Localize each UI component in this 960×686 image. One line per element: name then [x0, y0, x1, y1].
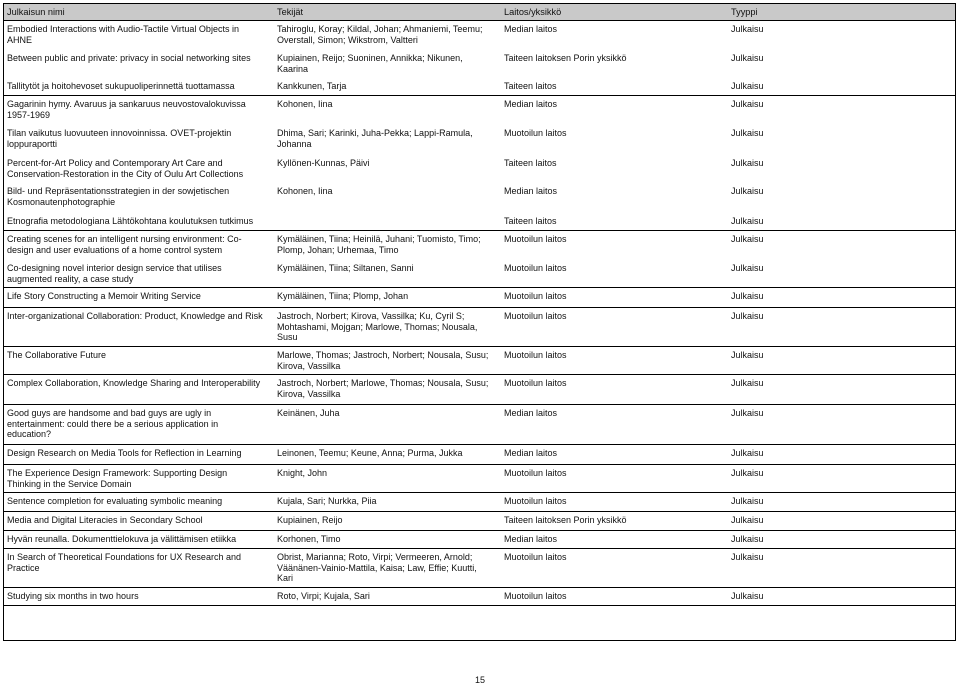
row-authors-line: Jastroch, Norbert; Kirova, Vassilka; Ku, Cyril S;	[277, 311, 465, 321]
row-type: Julkaisu	[731, 263, 764, 273]
row-title-line: AHNE	[7, 34, 33, 45]
row-divider	[4, 530, 955, 531]
row-title-line: Creating scenes for an intelligent nursing environment: Co-	[7, 234, 242, 244]
row-type: Julkaisu	[731, 81, 764, 91]
row-divider	[4, 511, 955, 512]
row-type: Julkaisu	[731, 408, 764, 418]
row-divider	[4, 444, 955, 445]
row-title-line: Inter-organizational Collaboration: Product, Knowledge and Risk	[7, 311, 263, 321]
row-divider	[4, 374, 955, 375]
row-title-line: Hyvän reunalla. Dokumenttielokuva ja välittämisen etiikka	[7, 534, 237, 544]
row-title-line: education?	[7, 429, 52, 439]
header-authors: Tekijät	[277, 7, 304, 17]
row-type: Julkaisu	[731, 515, 764, 525]
row-divider	[4, 404, 955, 405]
row-title-line: augmented reality, a case study	[7, 273, 134, 284]
row-authors-line: Kyllönen-Kunnas, Päivi	[277, 158, 370, 168]
row-authors-line: Plomp, Johan; Urhemaa, Timo	[277, 244, 399, 255]
row-authors-line: Johanna	[277, 138, 312, 149]
row-dept-line: Muotoilun laitos	[504, 496, 567, 506]
row-title-line: Co-designing novel interior design service that utilises	[7, 263, 222, 273]
row-type: Julkaisu	[731, 216, 764, 226]
row-authors-line: Roto, Virpi; Kujala, Sari	[277, 591, 370, 601]
page-number: 15	[474, 675, 485, 685]
row-type: Julkaisu	[731, 350, 764, 360]
row-dept-line: Taiteen laitoksen Porin yksikkö	[504, 515, 627, 525]
row-authors-line: Overstall, Simon; Wikstrom, Valtteri	[277, 34, 418, 45]
row-dept-line: Taiteen laitos	[504, 216, 557, 226]
row-dept-line: Muotoilun laitos	[504, 591, 567, 601]
row-title-line: Embodied Interactions with Audio-Tactile Virtual Objects in	[7, 24, 239, 34]
row-type: Julkaisu	[731, 99, 764, 109]
row-dept-line: Taiteen laitoksen Porin yksikkö	[504, 53, 627, 63]
row-authors-line: Tahiroglu, Koray; Kildal, Johan; Ahmaniemi, Teemu;	[277, 24, 483, 34]
row-title-line: Tallitytöt ja hoitohevoset sukupuoliperinnettä tuottamassa	[7, 81, 235, 91]
row-title-line: Conservation-Restoration in the City of Oulu Art Collections	[7, 168, 244, 179]
row-title-line: Life Story Constructing a Memoir Writing Service	[7, 291, 201, 301]
row-type: Julkaisu	[731, 24, 764, 34]
row-type: Julkaisu	[731, 311, 764, 321]
row-dept-line: Median laitos	[504, 408, 558, 418]
row-title-line: entertainment: could there be a serious application in	[7, 418, 219, 429]
row-authors-line: Korhonen, Timo	[277, 534, 341, 544]
row-dept-line: Median laitos	[504, 99, 558, 109]
row-divider	[4, 605, 955, 606]
header-title: Julkaisun nimi	[7, 7, 65, 17]
row-title-line: Bild- und Repräsentationsstrategien in der sowjetischen	[7, 186, 230, 196]
row-title-line: Between public and private: privacy in social networking sites	[7, 53, 251, 63]
row-title-line: loppuraportti	[7, 138, 58, 149]
header-dept: Laitos/yksikkö	[504, 7, 562, 17]
row-type: Julkaisu	[731, 591, 764, 601]
row-dept-line: Muotoilun laitos	[504, 263, 567, 273]
row-authors-line: Obrist, Marianna; Roto, Virpi; Vermeeren, Arnold;	[277, 552, 473, 562]
row-title-line: Sentence completion for evaluating symbolic meaning	[7, 496, 223, 506]
row-dept-line: Taiteen laitos	[504, 81, 557, 91]
row-divider	[4, 287, 955, 288]
row-authors-line: Kupiainen, Reijo; Suoninen, Annikka; Nikunen,	[277, 53, 463, 63]
row-authors-line: Susu	[277, 332, 298, 342]
row-type: Julkaisu	[731, 534, 764, 544]
row-title-line: 1957-1969	[7, 109, 51, 120]
row-authors-line: Kohonen, Iina	[277, 99, 333, 109]
row-title-line: Thinking in the Service Domain	[7, 478, 132, 489]
row-authors-line: Keinänen, Juha	[277, 408, 340, 418]
row-title-line: design and user evaluations of a home control system	[7, 244, 223, 255]
row-authors-line: Kymäläinen, Tiina; Plomp, Johan	[277, 291, 409, 301]
row-title-line: In Search of Theoretical Foundations for UX Research and	[7, 552, 241, 562]
row-authors-line: Kaarina	[277, 63, 309, 74]
header-type: Tyyppi	[731, 7, 758, 17]
row-dept-line: Muotoilun laitos	[504, 378, 567, 388]
row-title-line: Complex Collaboration, Knowledge Sharing and Interoperability	[7, 378, 261, 388]
row-title-line: Kosmonautenphotographie	[7, 196, 116, 207]
row-title-line: Tilan vaikutus luovuuteen innovoinnissa. OVET-projektin	[7, 128, 232, 138]
row-title-line: Good guys are handsome and bad guys are ugly in	[7, 408, 212, 418]
row-title-line: Studying six months in two hours	[7, 591, 139, 601]
row-authors-line: Dhima, Sari; Karinki, Juha-Pekka; Lappi-Ramula,	[277, 128, 473, 138]
row-dept-line: Muotoilun laitos	[504, 350, 567, 360]
row-type: Julkaisu	[731, 468, 764, 478]
row-title-line: The Collaborative Future	[7, 350, 107, 360]
row-authors-line: Kari	[277, 573, 294, 583]
row-title-line: Practice	[7, 562, 40, 573]
row-authors-line: Kohonen, Iina	[277, 186, 333, 196]
row-type: Julkaisu	[731, 448, 764, 458]
row-title-line: Media and Digital Literacies in Secondary School	[7, 515, 203, 525]
row-authors-line: Kymäläinen, Tiina; Siltanen, Sanni	[277, 263, 414, 273]
row-divider	[4, 464, 955, 465]
row-divider	[4, 346, 955, 347]
row-divider	[4, 230, 955, 231]
row-type: Julkaisu	[731, 186, 764, 196]
row-title-line: Gagarinin hymy. Avaruus ja sankaruus neuvostovalokuvissa	[7, 99, 246, 109]
row-dept-line: Median laitos	[504, 448, 558, 458]
row-type: Julkaisu	[731, 158, 764, 168]
row-divider	[4, 95, 955, 96]
row-dept-line: Muotoilun laitos	[504, 291, 567, 301]
row-dept-line: Taiteen laitos	[504, 158, 557, 168]
row-dept-line: Median laitos	[504, 24, 558, 34]
row-type: Julkaisu	[731, 552, 764, 562]
row-dept-line: Muotoilun laitos	[504, 468, 567, 478]
row-authors-line: Kirova, Vassilka	[277, 388, 341, 399]
row-divider	[4, 587, 955, 588]
row-type: Julkaisu	[731, 234, 764, 244]
row-authors-line: Leinonen, Teemu; Keune, Anna; Purma, Jukka	[277, 448, 463, 458]
row-type: Julkaisu	[731, 496, 764, 506]
row-divider	[4, 307, 955, 308]
publications-table	[3, 3, 956, 641]
row-dept-line: Median laitos	[504, 186, 558, 196]
row-dept-line: Muotoilun laitos	[504, 552, 567, 562]
row-authors-line: Kankkunen, Tarja	[277, 81, 347, 91]
row-authors-line: Kupiainen, Reijo	[277, 515, 343, 525]
row-authors-line: Knight, John	[277, 468, 328, 478]
row-authors-line: Väänänen-Vainio-Mattila, Kaisa; Law, Effie; Kuutti,	[277, 562, 477, 573]
row-dept-line: Median laitos	[504, 534, 558, 544]
row-authors-line: Kymäläinen, Tiina; Heinilä, Juhani; Tuomisto, Timo;	[277, 234, 481, 244]
row-title-line: Etnografia metodologiana Lähtökohtana koulutuksen tutkimus	[7, 216, 254, 226]
row-authors-line: Jastroch, Norbert; Marlowe, Thomas; Nousala, Susu;	[277, 378, 489, 388]
row-authors-line: Marlowe, Thomas; Jastroch, Norbert; Nousala, Susu;	[277, 350, 489, 360]
row-type: Julkaisu	[731, 378, 764, 388]
row-dept-line: Muotoilun laitos	[504, 128, 567, 138]
row-type: Julkaisu	[731, 291, 764, 301]
row-type: Julkaisu	[731, 128, 764, 138]
row-dept-line: Muotoilun laitos	[504, 234, 567, 244]
table-header	[4, 4, 955, 21]
row-divider	[4, 548, 955, 549]
row-dept-line: Muotoilun laitos	[504, 311, 567, 321]
row-divider	[4, 492, 955, 493]
row-title-line: Design Research on Media Tools for Reflection in Learning	[7, 448, 242, 458]
row-type: Julkaisu	[731, 53, 764, 63]
row-title-line: The Experience Design Framework: Supporting Design	[7, 468, 228, 478]
row-title-line: Percent-for-Art Policy and Contemporary Art Care and	[7, 158, 223, 168]
row-authors-line: Kujala, Sari; Nurkka, Piia	[277, 496, 377, 506]
row-authors-line: Mohtashami, Mojgan; Marlowe, Thomas; Nousala,	[277, 321, 478, 332]
row-authors-line: Kirova, Vassilka	[277, 360, 341, 371]
